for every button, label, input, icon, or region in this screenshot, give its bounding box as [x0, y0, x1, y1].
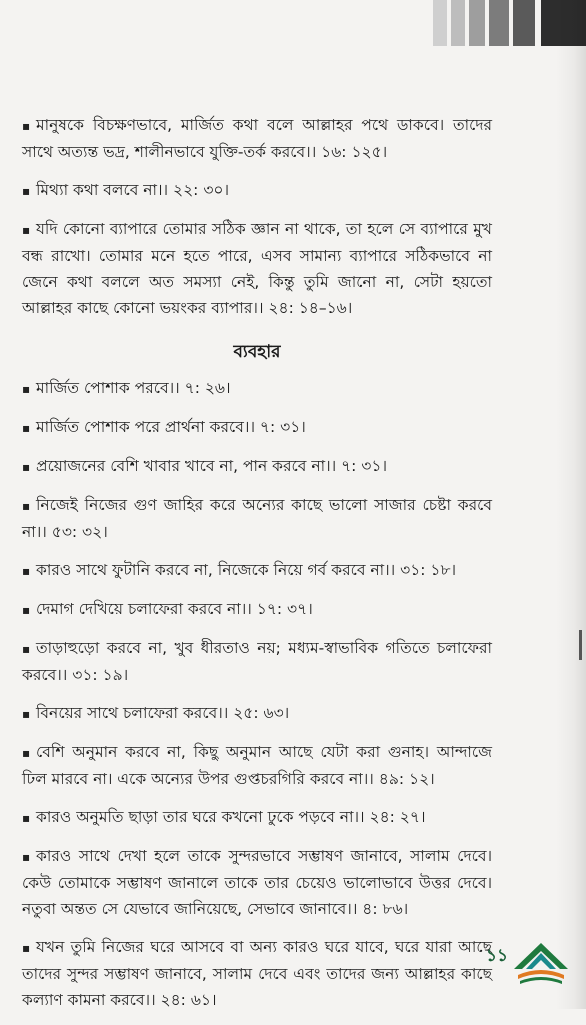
decorative-bar	[489, 0, 509, 46]
list-item	[22, 375, 492, 402]
list-item	[22, 635, 492, 688]
item-text: প্রয়োজনের বেশি খাবার খাবে না, পান করবে না।। ৭: ৩১।	[36, 457, 387, 475]
list-item	[22, 453, 492, 480]
bullet-icon: ▪	[22, 850, 31, 864]
item-text: মানুষকে বিচক্ষণভাবে, মার্জিত কথা বলে আল্লাহর পথে ডাকবে। তাদের সাথে অত্যন্ত ভদ্র, শালীনভাবে যুক্তি-তর্ক করবে।। ১৬: ১২৫।	[22, 116, 492, 161]
bullet-icon: ▪	[22, 811, 31, 825]
decorative-bar	[513, 0, 535, 46]
bullet-icon: ▪	[22, 223, 31, 237]
list-item	[22, 700, 492, 727]
bullet-icon: ▪	[22, 184, 31, 198]
list-item	[22, 216, 492, 321]
bullet-icon: ▪	[22, 603, 31, 617]
main-content	[22, 112, 492, 1025]
bullet-icon: ▪	[22, 119, 31, 133]
bullet-icon: ▪	[22, 746, 31, 760]
bullet-icon: ▪	[22, 460, 31, 474]
item-text: মার্জিত পোশাক পরবে।। ৭: ২৬।	[36, 379, 231, 397]
decorative-bar	[451, 0, 465, 46]
bullet-icon: ▪	[22, 421, 31, 435]
bullet-icon: ▪	[22, 499, 31, 513]
section-heading: ব্যবহার	[233, 342, 281, 362]
list-item	[22, 596, 492, 623]
list-item	[22, 177, 492, 204]
bullet-icon: ▪	[22, 642, 31, 656]
bullet-icon: ▪	[22, 707, 31, 721]
bullet-icon: ▪	[22, 941, 31, 955]
publisher-logo-icon	[510, 939, 572, 989]
item-text: মার্জিত পোশাক পরে প্রার্থনা করবে।। ৭: ৩১।	[36, 418, 306, 436]
list-item	[22, 934, 492, 1013]
item-text: তাড়াহুড়ো করবে না, খুব ধীরতাও নয়; মধ্যম-স্বাভাবিক গতিতে চলাফেরা করবে।। ৩১: ১৯।	[22, 639, 492, 684]
list-item	[22, 804, 492, 831]
page-footer	[486, 939, 572, 989]
list-item	[22, 557, 492, 584]
list-item	[22, 112, 492, 165]
item-text: নিজেই নিজের গুণ জাহির করে অন্যের কাছে ভালো সাজার চেষ্টা করবে না।। ৫৩: ৩২।	[22, 496, 492, 541]
item-text: দেমাগ দেখিয়ে চলাফেরা করবে না।। ১৭: ৩৭।	[36, 600, 313, 618]
list-item	[22, 843, 492, 922]
list-item	[22, 492, 492, 545]
list-item	[22, 414, 492, 441]
item-text: কারও সাথে দেখা হলে তাকে সুন্দরভাবে সম্ভাষণ জানাবে, সালাম দেবে। কেউ তোমাকে সম্ভাষণ জানালে তাকে তার চেয়েও ভালোভাবে উত্তর দেবে। নতুবা অন্তত সে যেভাবে জানিয়েছে, সেভাবে জানাবে।। ৪: ৮৬।	[22, 847, 492, 918]
item-text: মিথ্যা কথা বলবে না।। ২২: ৩০।	[36, 181, 230, 199]
decorative-bar	[469, 0, 485, 46]
item-text: কারও অনুমতি ছাড়া তার ঘরে কখনো ঢুকে পড়বে না।। ২৪: ২৭।	[36, 808, 426, 826]
item-text: বিনয়ের সাথে চলাফেরা করবে।। ২৫: ৬৩।	[36, 704, 290, 722]
item-text: যদি কোনো ব্যাপারে তোমার সঠিক জ্ঞান না থাকে, তা হলে সে ব্যাপারে মুখ বন্ধ রাখো। তোমার মনে হতে পারে, এসব সামান্য ব্যাপারে সঠিকভাবে না জেনে কথা বললে অত সমস্যা নেই, কিন্তু তুমি জানো না, সেটা হয়তো আল্লাহর কাছে কোনো ভয়ংকর ব্যাপার।। ২৪: ১৪–১৬।	[22, 220, 492, 317]
bullet-icon: ▪	[22, 382, 31, 396]
item-text: বেশি অনুমান করবে না, কিছু অনুমান আছে যেটা করা গুনাহ। আন্দাজে ঢিল মারবে না। একে অন্যের উপর গুপ্তচরগিরি করবে না।। ৪৯: ১২।	[22, 743, 492, 788]
item-text: যখন তুমি নিজের ঘরে আসবে বা অন্য কারও ঘরে যাবে, ঘরে যারা আছে তাদের সুন্দর সম্ভাষণ জানাবে, সালাম দেবে এবং তাদের জন্য আল্লাহর কাছে কল্যাণ কামনা করবে।। ২৪: ৬১।	[22, 938, 492, 1009]
page-number: ১১	[485, 946, 508, 966]
page-edge-mark	[579, 630, 582, 660]
decorative-bar	[433, 0, 447, 46]
item-text: কারও সাথে ফুটানি করবে না, নিজেকে নিয়ে গর্ব করবে না।। ৩১: ১৮।	[36, 561, 457, 579]
bullet-icon: ▪	[22, 564, 31, 578]
page-edge-shadow	[556, 0, 586, 1009]
list-item	[22, 739, 492, 792]
